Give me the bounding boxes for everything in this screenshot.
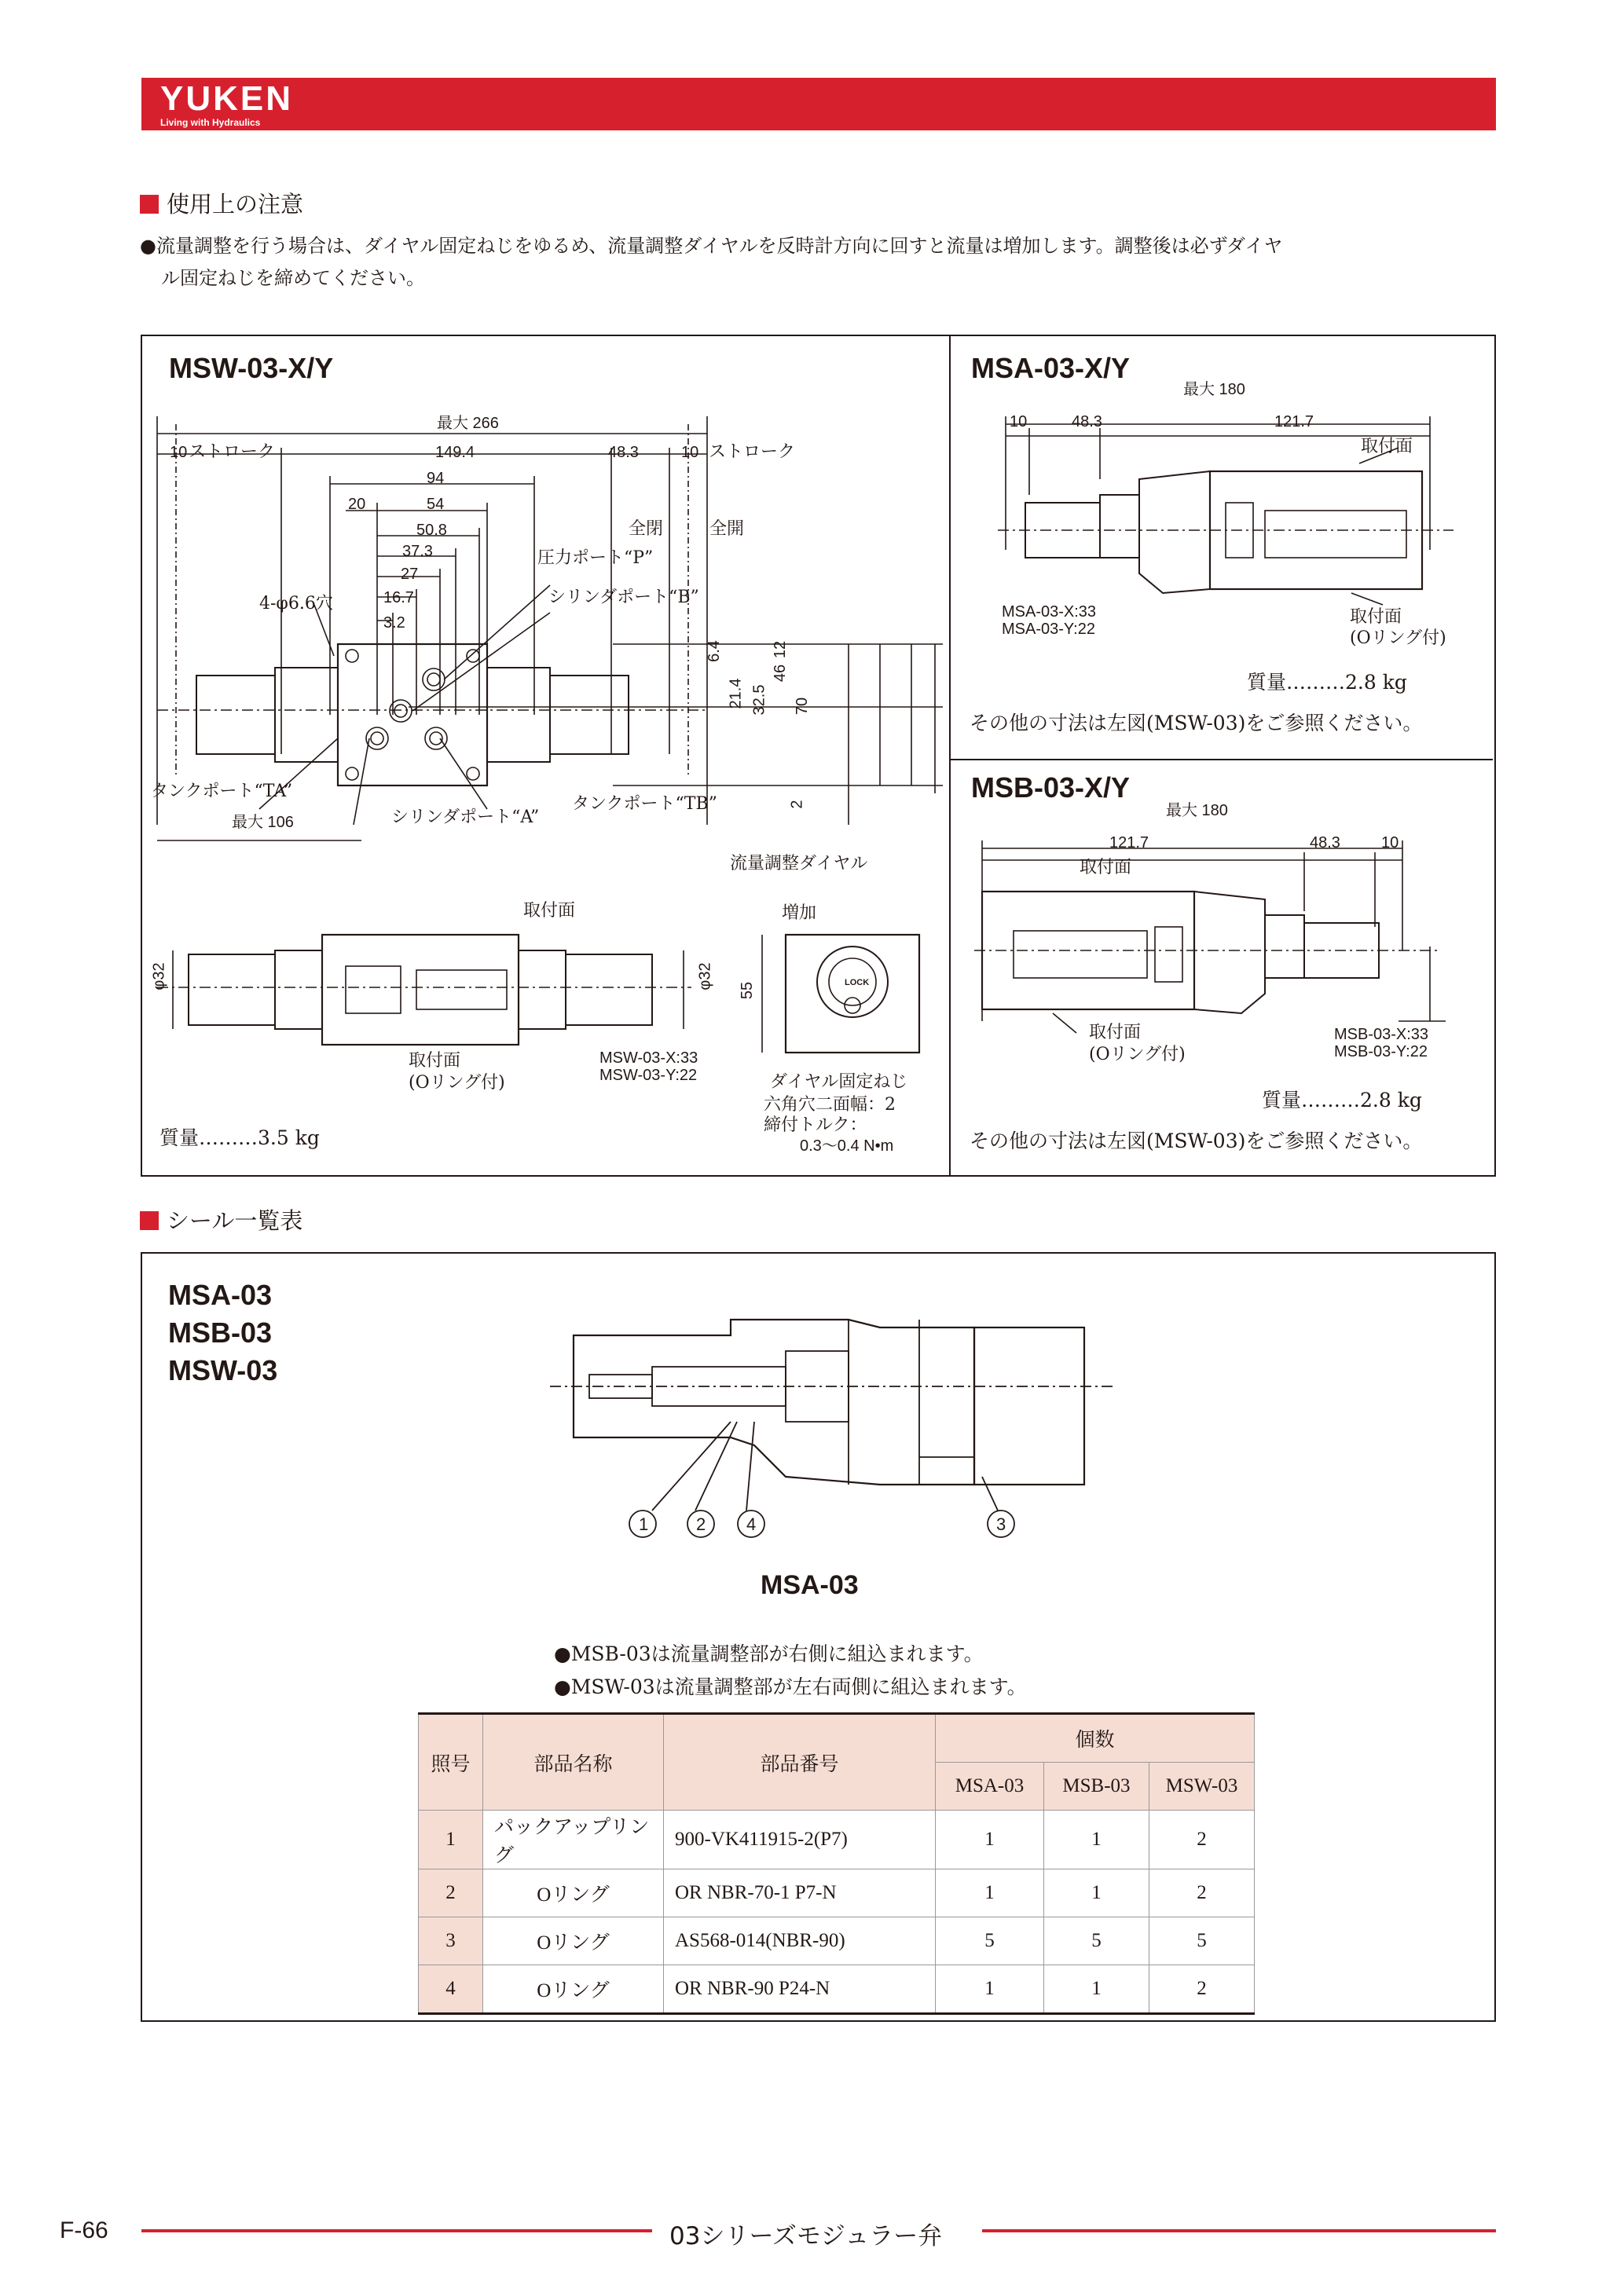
msw-port-a: シリンダポート“A” — [391, 807, 540, 827]
logo-tagline: Living with Hydraulics — [160, 117, 261, 128]
msa-dim-10: 10 — [1010, 413, 1028, 430]
table-row: 1 パックアップリング 900-VK411915-2(P7) 1 1 2 — [419, 1811, 1255, 1869]
msb-dim-121: 121.7 — [1109, 834, 1149, 851]
seal-model-msa: MSA-03 — [168, 1279, 273, 1311]
table-row: 4 Oリング OR NBR-90 P24-N 1 1 2 — [419, 1965, 1255, 2014]
msw-port-b: シリンダポート“B” — [548, 588, 699, 607]
msw-torque: 締付トルク： — [764, 1115, 867, 1135]
msw-dim-max106: 最大 106 — [232, 814, 294, 831]
th-part: 部品番号 — [664, 1714, 936, 1811]
callout-1: 1 — [639, 1514, 649, 1534]
msw-full-close: 全閉 — [629, 519, 664, 539]
seals-heading: シール一覧表 — [140, 1207, 302, 1235]
footer-title: 03シリーズモジュラー弁 — [669, 2222, 943, 2250]
page-number: F-66 — [60, 2217, 108, 2243]
msa-dim-121: 121.7 — [1274, 413, 1314, 430]
logo-brand: YUKEN — [160, 79, 294, 118]
msw-dim-16: 16.7 — [383, 589, 414, 606]
msa-code-y: MSA-03-Y:22 — [1002, 621, 1095, 638]
msw-dim-54: 54 — [427, 496, 445, 513]
lock-mark: LOCK — [845, 978, 870, 987]
section-square-icon — [140, 195, 159, 214]
msw-torque-val: 0.3～0.4 N•m — [800, 1137, 894, 1155]
msw-phi32-left: φ32 — [150, 962, 168, 991]
msw-lock-screw: ダイヤル固定ねじ — [770, 1072, 908, 1092]
msb-code-y: MSB-03-Y:22 — [1334, 1043, 1428, 1060]
msw-title: MSW-03-X/Y — [169, 352, 334, 384]
msa-oring: (Oリング付) — [1350, 628, 1446, 648]
msw-hex: 六角穴二面幅：2 — [764, 1095, 896, 1115]
seal-model-msb: MSB-03 — [168, 1316, 273, 1349]
seal-table — [418, 1712, 1255, 2015]
msw-holes: 4-φ6.6穴 — [259, 594, 333, 613]
msa-code-x: MSA-03-X:33 — [1002, 603, 1097, 621]
msw-dim-6: 6.4 — [705, 640, 723, 662]
header-band — [141, 78, 1496, 130]
msw-dim-46: 46 — [772, 664, 790, 683]
seal-model-msw: MSW-03 — [168, 1354, 278, 1386]
section-square-icon — [140, 1211, 159, 1230]
msa-mount-face2: 取付面 — [1350, 607, 1402, 627]
row-divider — [951, 759, 1493, 760]
msa-max: 最大 180 — [1183, 381, 1245, 398]
msw-dim-70: 70 — [794, 697, 812, 716]
msw-port-ta: タンクポート“TA” — [151, 782, 293, 801]
callout-3: 3 — [996, 1514, 1006, 1534]
footer-rule-right — [982, 2229, 1496, 2232]
seal-drawing-caption: MSA-03 — [761, 1570, 859, 1600]
usage-note-line1: ●流量調整を行う場合は、ダイヤル固定ねじをゆるめ、流量調整ダイヤルを反時計方向に回すと流量は増加します。調整後は必ずダイヤ — [140, 235, 1283, 257]
msw-stroke-word-right: ストローク — [709, 442, 796, 462]
msw-dim-27: 27 — [401, 566, 419, 583]
msw-dim-3: 3.2 — [383, 614, 405, 632]
msw-mass: 質量………3.5 kg — [159, 1126, 320, 1149]
msw-oring: (Oリング付) — [409, 1073, 505, 1093]
msw-dim-stroke-right: 10 — [681, 444, 699, 461]
msw-dim-2: 2 — [788, 800, 806, 809]
msw-dim-max266: 最大 266 — [437, 415, 499, 432]
table-row: 3 Oリング AS568-014(NBR-90) 5 5 5 — [419, 1917, 1255, 1965]
msw-code-y: MSW-03-Y:22 — [599, 1067, 698, 1084]
msb-mount-face2: 取付面 — [1089, 1023, 1142, 1042]
msa-mount-face: 取付面 — [1361, 437, 1413, 456]
msw-stroke-word-left: ストローク — [189, 442, 276, 462]
seal-cross-section — [550, 1304, 1131, 1540]
th-name: 部品名称 — [483, 1714, 664, 1811]
msw-drawing — [141, 385, 943, 1170]
msw-port-p: 圧力ポート“P” — [537, 548, 654, 568]
th-qty: 個数 — [936, 1714, 1255, 1763]
msw-dim-21: 21.4 — [727, 678, 745, 709]
seal-note-msb: ●MSB-03は流量調整部が右側に組込まれます。 — [554, 1642, 984, 1665]
msa-title: MSA-03-X/Y — [971, 352, 1131, 384]
msw-mount-face-top: 取付面 — [523, 901, 576, 921]
msw-flow-dial: 流量調整ダイヤル — [730, 854, 868, 873]
th-msw: MSW-03 — [1149, 1763, 1255, 1811]
th-no: 照号 — [419, 1714, 483, 1811]
msa-ref: その他の寸法は左図(MSW-03)をご参照ください。 — [970, 712, 1423, 734]
msw-dim-12: 12 — [772, 640, 790, 659]
msw-mount-face-bottom: 取付面 — [409, 1051, 461, 1071]
usage-note-line2: ル固定ねじを締めてください。 — [161, 267, 425, 289]
msw-code-x: MSW-03-X:33 — [599, 1049, 698, 1067]
msw-dim-stroke-left: 10 — [170, 444, 188, 461]
table-row: 2 Oリング OR NBR-70-1 P7-N 1 1 2 — [419, 1869, 1255, 1917]
msw-dim-32: 32.5 — [750, 684, 768, 716]
th-msa: MSA-03 — [936, 1763, 1044, 1811]
msb-dim-48: 48.3 — [1310, 834, 1340, 851]
msw-full-open: 全開 — [709, 519, 745, 539]
msw-port-tb: タンクポート“TB” — [572, 794, 717, 814]
msb-mass: 質量………2.8 kg — [1262, 1089, 1422, 1111]
msw-dim-48: 48.3 — [608, 444, 639, 461]
msw-dim-94: 94 — [427, 470, 445, 487]
usage-heading: 使用上の注意 — [140, 190, 303, 218]
th-msb: MSB-03 — [1044, 1763, 1149, 1811]
msw-dim-37: 37.3 — [402, 543, 433, 560]
seal-note-msw: ●MSW-03は流量調整部が左右両側に組込まれます。 — [554, 1675, 1027, 1698]
column-divider — [949, 335, 951, 1176]
msb-mount-face: 取付面 — [1080, 858, 1132, 877]
msb-oring: (Oリング付) — [1089, 1045, 1186, 1064]
msb-ref: その他の寸法は左図(MSW-03)をご参照ください。 — [970, 1130, 1423, 1152]
msw-dim-55: 55 — [739, 981, 757, 1000]
msw-increase: 増加 — [782, 903, 817, 923]
msw-dim-50: 50.8 — [416, 522, 447, 539]
msa-dim-48: 48.3 — [1072, 413, 1102, 430]
msb-title: MSB-03-X/Y — [971, 771, 1131, 804]
callout-2: 2 — [696, 1514, 706, 1534]
msb-dim-10: 10 — [1381, 834, 1399, 851]
msa-mass: 質量………2.8 kg — [1247, 671, 1407, 694]
msw-phi32-right: φ32 — [696, 962, 714, 991]
footer-rule-left — [141, 2229, 652, 2232]
msb-code-x: MSB-03-X:33 — [1334, 1026, 1429, 1043]
msw-dim-20: 20 — [348, 496, 366, 513]
msw-dim-149: 149.4 — [435, 444, 475, 461]
msb-max: 最大 180 — [1166, 802, 1228, 819]
callout-4: 4 — [746, 1514, 757, 1534]
